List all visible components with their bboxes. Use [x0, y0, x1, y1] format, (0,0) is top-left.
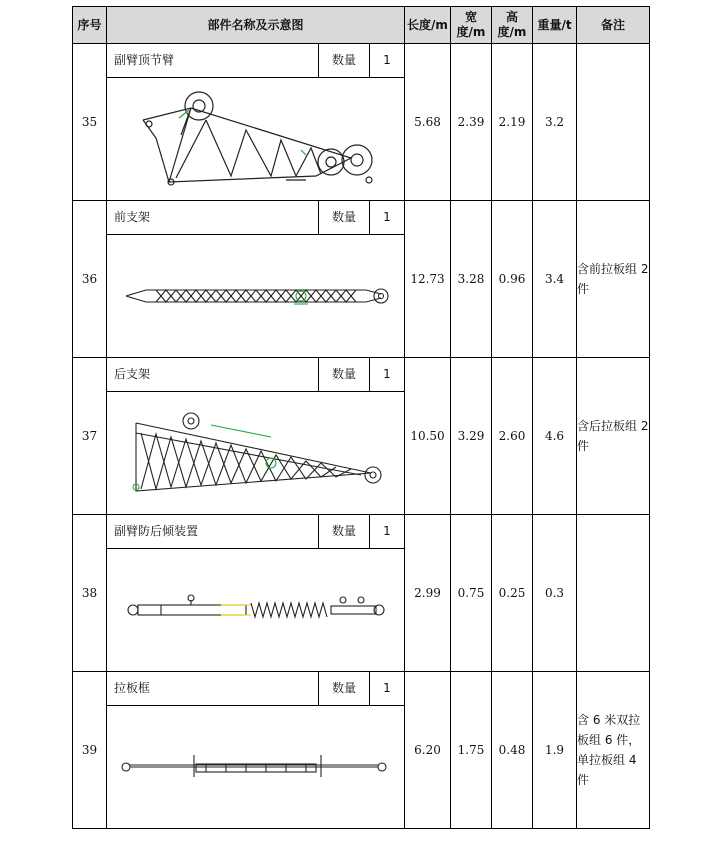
qty-label: 数量: [318, 44, 369, 77]
part-header: [107, 672, 404, 706]
table-row: [73, 515, 650, 672]
row-height: 2.60: [492, 358, 533, 515]
row-seq: 37: [73, 358, 107, 515]
row-weight: 3.4: [533, 201, 577, 358]
table-row: [73, 44, 650, 201]
part-header: [107, 358, 404, 392]
anti-tipping-device-drawing: [107, 549, 404, 671]
qty-label: 数量: [318, 672, 369, 705]
link-plate-frame-drawing: [107, 706, 404, 828]
row-weight: 0.3: [533, 515, 577, 672]
row-length: 6.20: [405, 672, 451, 829]
header-row: [73, 7, 650, 44]
part-name: 副臂顶节臂: [114, 53, 175, 67]
row-height: 0.25: [492, 515, 533, 672]
header-name: 部件名称及示意图: [107, 7, 405, 44]
row-seq: 38: [73, 515, 107, 672]
part-cell: [107, 672, 405, 829]
part-cell: [107, 358, 405, 515]
qty-value: 1: [369, 672, 404, 705]
row-length: 2.99: [405, 515, 451, 672]
qty-value: 1: [369, 201, 404, 234]
row-remark: [577, 44, 650, 201]
row-weight: 4.6: [533, 358, 577, 515]
row-width: 2.39: [451, 44, 492, 201]
qty-label: 数量: [318, 201, 369, 234]
row-weight: 3.2: [533, 44, 577, 201]
header-weight: 重量/t: [533, 7, 577, 44]
qty-label: 数量: [318, 515, 369, 548]
row-remark: [577, 515, 650, 672]
part-name: 后支架: [114, 367, 151, 381]
part-cell: [107, 201, 405, 358]
part-header: [107, 515, 404, 549]
row-width: 1.75: [451, 672, 492, 829]
parts-table: [72, 6, 650, 829]
row-remark: 含前拉板组 2 件: [577, 201, 650, 358]
qty-value: 1: [369, 515, 404, 548]
part-name: 前支架: [114, 210, 151, 224]
row-width: 0.75: [451, 515, 492, 672]
row-height: 0.96: [492, 201, 533, 358]
row-remark: 含后拉板组 2 件: [577, 358, 650, 515]
part-header: [107, 201, 404, 235]
part-name: 拉板框: [114, 681, 151, 695]
row-seq: 36: [73, 201, 107, 358]
part-cell: [107, 44, 405, 201]
qty-value: 1: [369, 44, 404, 77]
row-length: 5.68: [405, 44, 451, 201]
front-bracket-drawing: [107, 235, 404, 357]
qty-label: 数量: [318, 358, 369, 391]
row-seq: 39: [73, 672, 107, 829]
header-length: 长度/m: [405, 7, 451, 44]
row-length: 12.73: [405, 201, 451, 358]
row-weight: 1.9: [533, 672, 577, 829]
header-seq: 序号: [73, 7, 107, 44]
table-row: [73, 358, 650, 515]
rear-bracket-drawing: [107, 392, 404, 514]
part-header: [107, 44, 404, 78]
header-width: 宽度/m: [451, 7, 492, 44]
row-length: 10.50: [405, 358, 451, 515]
header-height: 高度/m: [492, 7, 533, 44]
part-cell: [107, 515, 405, 672]
row-height: 0.48: [492, 672, 533, 829]
row-height: 2.19: [492, 44, 533, 201]
table-row: [73, 201, 650, 358]
qty-value: 1: [369, 358, 404, 391]
table-row: [73, 672, 650, 829]
row-remark: 含 6 米双拉板组 6 件，单拉板组 4 件: [577, 672, 650, 829]
header-remark: 备注: [577, 7, 650, 44]
part-name: 副臂防后倾装置: [114, 524, 199, 538]
row-width: 3.29: [451, 358, 492, 515]
jib-top-section-drawing: [107, 78, 404, 200]
row-width: 3.28: [451, 201, 492, 358]
row-seq: 35: [73, 44, 107, 201]
